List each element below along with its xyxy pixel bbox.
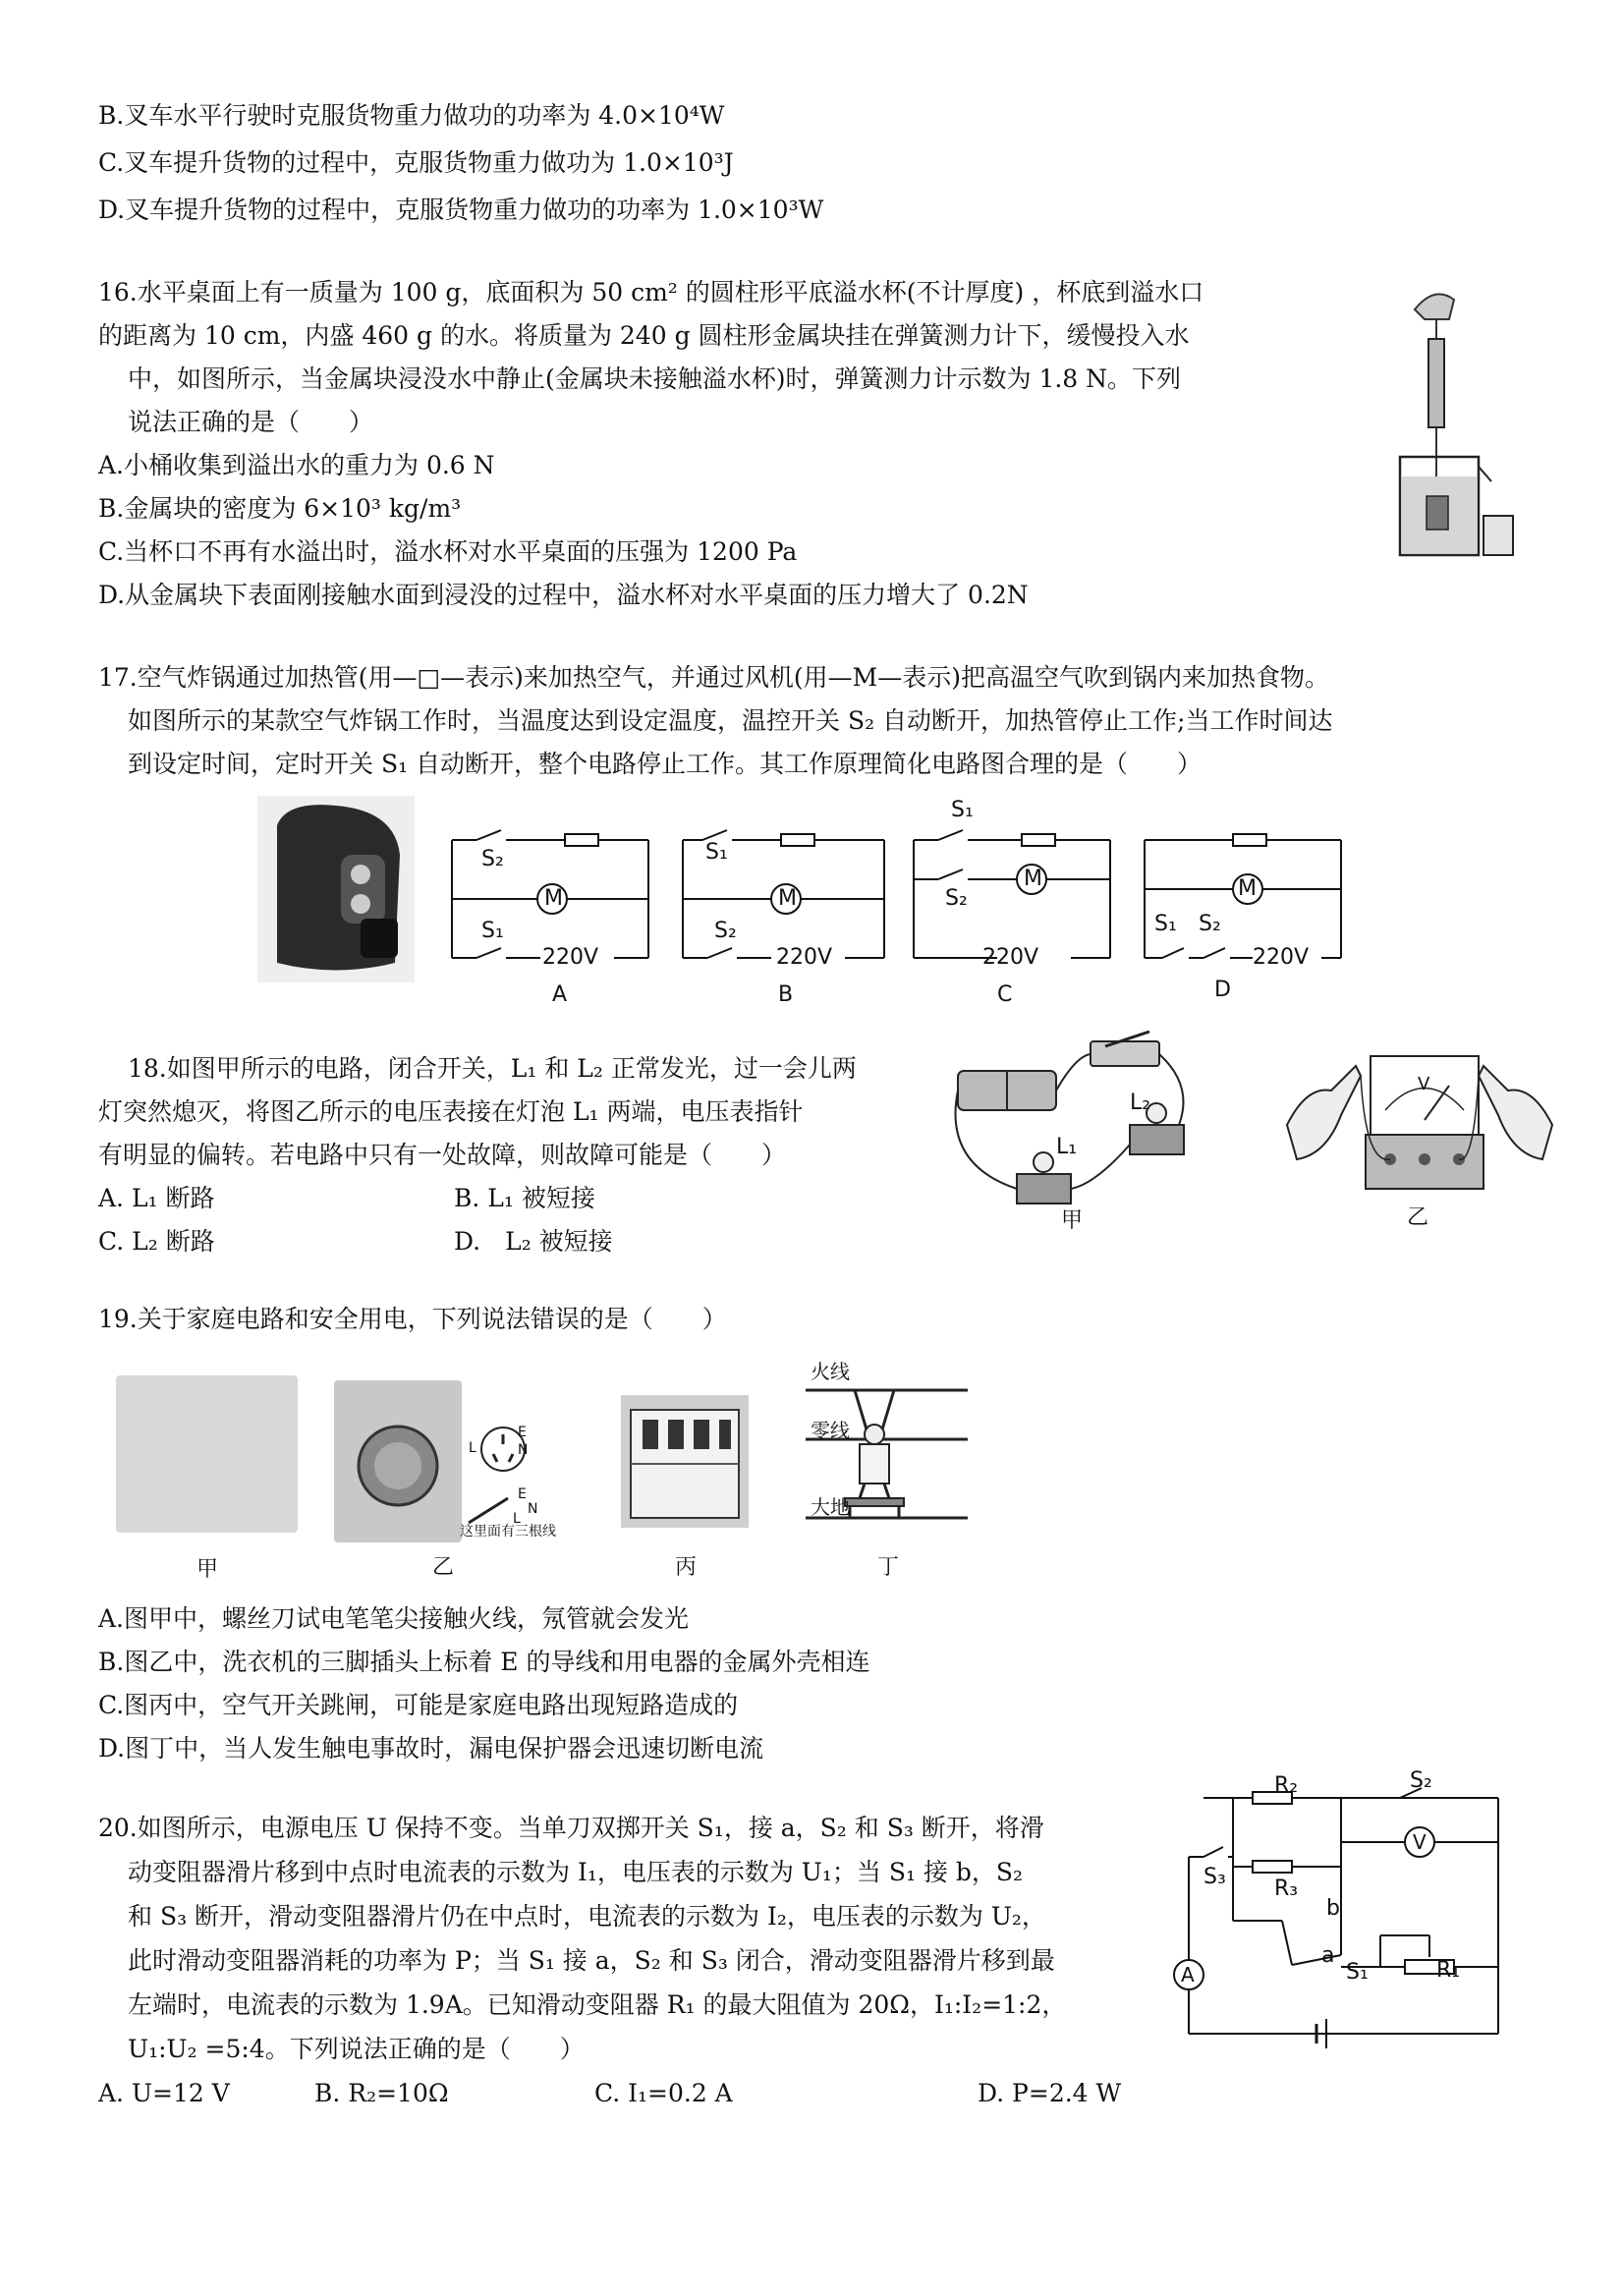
circuit-label-a: A — [552, 982, 568, 1007]
circuit-label-b: B — [778, 982, 794, 1007]
q16-option-a: A.小桶收集到溢出水的重力为 0.6 N — [98, 451, 495, 479]
q20-option-a: A. U=12 V — [98, 2079, 230, 2107]
q16-stem-line1: 16.水平桌面上有一质量为 100 g，底面积为 50 cm² 的圆柱形平底溢水杯(不计厚度) ，杯底到溢水口 — [98, 278, 1204, 307]
svg-text:N: N — [528, 1501, 538, 1517]
q20-stem-line4: 此时滑动变阻器消耗的功率为 P；当 S₁ 接 a，S₂ 和 S₃ 闭合，滑动变阻器滑片移到最 — [128, 1946, 1055, 1975]
q16-stem-line3: 中，如图所示，当金属块浸没水中静止(金属块未接触溢水杯)时，弹簧测力计示数为 1.8 N。下列 — [128, 364, 1182, 393]
svg-text:E: E — [518, 1425, 527, 1440]
circuit-a-voltage: 220V — [542, 945, 599, 970]
q18-stem-line1: 18.如图甲所示的电路，闭合开关，L₁ 和 L₂ 正常发光，过一会儿两 — [128, 1054, 857, 1083]
q20-stem-line6: U₁:U₂ =5:4。下列说法正确的是（ ） — [128, 2035, 585, 2063]
q18-figure-yi-voltmeter — [1277, 1046, 1562, 1218]
q18-stem-line2: 灯突然熄灭，将图乙所示的电压表接在灯泡 L₁ 两端，电压表指针 — [98, 1097, 804, 1126]
circuit-c-s1-label: S₁ — [951, 798, 974, 822]
q19-option-a: A.图甲中，螺丝刀试电笔笔尖接触火线，氖管就会发光 — [98, 1604, 690, 1633]
q16-option-d: D.从金属块下表面刚接触水面到浸没的过程中，溢水杯对水平桌面的压力增大了 0.2N — [98, 581, 1029, 609]
circuit-label-c: C — [997, 982, 1013, 1007]
q19-stem: 19.关于家庭电路和安全用电，下列说法错误的是（ ） — [98, 1305, 727, 1333]
q16-option-c: C.当杯口不再有水溢出时，溢水杯对水平桌面的压强为 1200 Pa — [98, 537, 798, 566]
q16-option-b: B.金属块的密度为 6×10³ kg/m³ — [98, 494, 462, 523]
q18-option-c: C. L₂ 断路 — [98, 1227, 215, 1256]
q18-l1-label: L₁ — [1056, 1135, 1078, 1159]
q16-stem-line4: 说法正确的是（ ） — [128, 408, 374, 436]
q20-s3-label: S₃ — [1203, 1865, 1226, 1889]
q20-point-b: b — [1326, 1896, 1340, 1921]
q16-overflow-cup-figure — [1375, 280, 1523, 565]
q20-option-d: D. P=2.4 W — [978, 2079, 1122, 2107]
svg-text:N: N — [518, 1442, 529, 1458]
q19-plug-note: 这里面有三根线 — [460, 1524, 556, 1540]
q15-option-c: C.叉车提升货物的过程中，克服货物重力做功为 1.0×10³J — [98, 148, 734, 177]
circuit-b-s1-label: S₁ — [705, 840, 728, 865]
circuit-b-motor-label: M — [778, 886, 797, 911]
q16-stem-line2: 的距离为 10 cm，内盛 460 g 的水。将质量为 240 g 圆柱形金属块挂在弹簧测力计下，缓慢投入水 — [98, 321, 1190, 350]
q19-caption-ding: 丁 — [877, 1555, 900, 1580]
circuit-d-motor-label: M — [1238, 876, 1257, 901]
q19-label-lingxian: 零线 — [811, 1419, 850, 1442]
q19-caption-bing: 丙 — [675, 1555, 698, 1580]
circuit-c-voltage: 220V — [982, 945, 1039, 970]
circuit-label-d: D — [1214, 978, 1231, 1002]
q19-photo-bing-breaker — [621, 1395, 749, 1528]
q19-label-dadi: 大地 — [811, 1495, 850, 1519]
svg-text:L: L — [469, 1440, 476, 1456]
q19-label-huoxian: 火线 — [811, 1360, 850, 1383]
air-fryer-photo — [257, 796, 415, 982]
q20-r3-label: R₃ — [1274, 1876, 1299, 1901]
q20-r1-label: R₁ — [1436, 1958, 1461, 1983]
circuit-c-motor-label: M — [1024, 867, 1042, 891]
washer-drum-icon — [352, 1420, 445, 1513]
q20-stem-line1: 20.如图所示，电源电压 U 保持不变。当单刀双掷开关 S₁，接 a，S₂ 和 S₃ 断开，将滑 — [98, 1814, 1044, 1842]
q20-option-b: B. R₂=10Ω — [314, 2079, 449, 2107]
q19-option-d: D.图丁中，当人发生触电事故时，漏电保护器会迅速切断电流 — [98, 1734, 764, 1763]
q17-stem-line2: 如图所示的某款空气炸锅工作时，当温度达到设定温度，温控开关 S₂ 自动断开，加热管停止工作;当工作时间达 — [128, 706, 1333, 735]
q18-option-b: B. L₁ 被短接 — [454, 1184, 595, 1212]
circuit-c-s2-label: S₂ — [945, 886, 968, 911]
q18-fig-yi-caption: 乙 — [1407, 1205, 1429, 1230]
q19-caption-yi: 乙 — [432, 1555, 455, 1580]
q18-stem-line3: 有明显的偏转。若电路中只有一处故障，则故障可能是（ ） — [98, 1141, 787, 1169]
q20-r2-label: R₂ — [1274, 1773, 1299, 1798]
q17-stem-line1: 17.空气炸锅通过加热管(用—□—表示)来加热空气，并通过风机(用—M—表示)把高温空气吹到锅内来加热食物。 — [98, 663, 1329, 692]
q20-option-c: C. I₁=0.2 A — [594, 2079, 733, 2107]
svg-text:L: L — [513, 1511, 521, 1527]
circuit-a-motor-label: M — [544, 886, 563, 911]
three-pin-plug-icon — [464, 1415, 582, 1538]
q15-option-d: D.叉车提升货物的过程中，克服货物重力做功的功率为 1.0×10³W — [98, 196, 824, 224]
circuit-option-c — [914, 830, 1110, 958]
q20-stem-line5: 左端时，电流表的示数为 1.9A。已知滑动变阻器 R₁ 的最大阻值为 20Ω，I₁:I₂=1:2， — [128, 1990, 1067, 2019]
circuit-a-s2-label: S₂ — [481, 847, 504, 871]
q20-ammeter-label: A — [1181, 1963, 1195, 1987]
q18-figure-jia — [948, 1027, 1203, 1218]
q19-photo-jia-screwdriver — [116, 1375, 298, 1533]
q15-option-b: B.叉车水平行驶时克服货物重力做功的功率为 4.0×10⁴W — [98, 101, 725, 130]
q20-point-a: a — [1321, 1943, 1335, 1968]
circuit-d-voltage: 220V — [1253, 945, 1310, 970]
q20-voltmeter-label: V — [1413, 1830, 1427, 1854]
q19-caption-jia: 甲 — [196, 1557, 219, 1582]
q18-fig-jia-caption: 甲 — [1061, 1208, 1084, 1233]
q18-option-a: A. L₁ 断路 — [98, 1184, 215, 1212]
svg-text:E: E — [518, 1486, 527, 1502]
q18-option-d: D. L₂ 被短接 — [454, 1227, 613, 1256]
q20-stem-line2: 动变阻器滑片移到中点时电流表的示数为 I₁，电压表的示数为 U₁；当 S₁ 接 b，S₂ — [128, 1858, 1024, 1886]
q18-l2-label: L₂ — [1130, 1091, 1151, 1115]
circuit-d-s2-label: S₂ — [1199, 912, 1221, 936]
circuit-a-s1-label: S₁ — [481, 919, 504, 943]
q19-option-c: C.图丙中，空气开关跳闸，可能是家庭电路出现短路造成的 — [98, 1691, 739, 1719]
q20-circuit-diagram — [1164, 1768, 1518, 2053]
q17-stem-line3: 到设定时间，定时开关 S₁ 自动断开，整个电路停止工作。其工作原理简化电路图合理的是（ ） — [128, 750, 1203, 778]
circuit-d-s1-label: S₁ — [1154, 912, 1177, 936]
circuit-b-voltage: 220V — [776, 945, 833, 970]
circuit-b-s2-label: S₂ — [714, 919, 737, 943]
q20-s2-label: S₂ — [1410, 1768, 1432, 1793]
q20-stem-line3: 和 S₃ 断开，滑动变阻器滑片仍在中点时，电流表的示数为 I₂，电压表的示数为 U₂， — [128, 1902, 1046, 1931]
q18-voltmeter-v-label: V — [1418, 1074, 1430, 1094]
q20-s1-label: S₁ — [1346, 1960, 1369, 1985]
q19-option-b: B.图乙中，洗衣机的三脚插头上标着 E 的导线和用电器的金属外壳相连 — [98, 1648, 870, 1676]
